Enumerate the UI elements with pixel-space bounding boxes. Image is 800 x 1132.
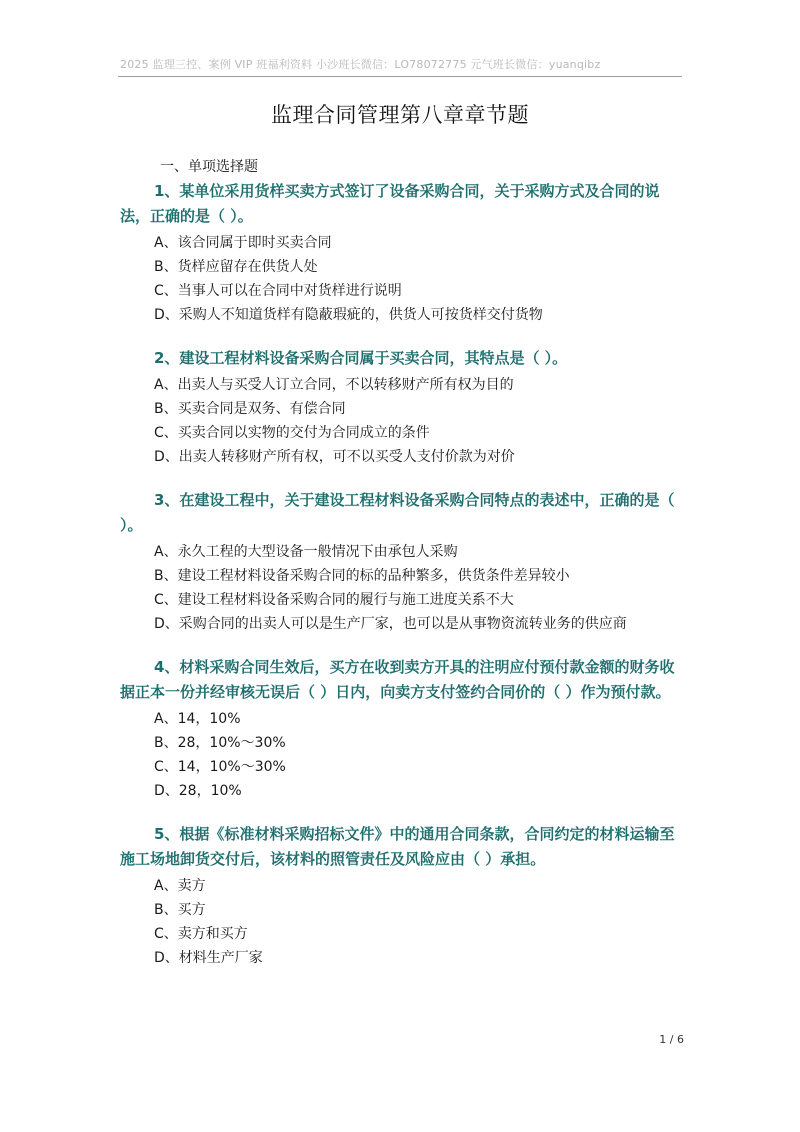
- option-c: C、建设工程材料设备采购合同的履行与施工进度关系不大: [154, 592, 514, 608]
- section-heading: 一、单项选择题: [160, 159, 258, 175]
- option-a: A、永久工程的大型设备一般情况下由承包人采购: [154, 544, 458, 560]
- option-c: C、买卖合同以实物的交付为合同成立的条件: [154, 425, 430, 441]
- question-text: 5、根据《标准材料采购招标文件》中的通用合同条款，合同约定的材料运输至施工场地卸货交付后，该材料的照管责任及风险应由（ ）承担。: [120, 825, 675, 868]
- question-text: 2、建设工程材料设备采购合同属于买卖合同，其特点是（ ）。: [154, 349, 568, 367]
- option-c: C、14，10%～30%: [154, 759, 286, 775]
- option-b: B、买卖合同是双务、有偿合同: [154, 401, 346, 417]
- option-d: D、采购人不知道货样有隐蔽瑕疵的，供货人可按货样交付货物: [154, 307, 543, 323]
- document-title: 监理合同管理第八章章节题: [271, 103, 529, 127]
- option-d: D、采购合同的出卖人可以是生产厂家，也可以是从事物资流转业务的供应商: [154, 616, 627, 632]
- option-a: A、出卖人与买受人订立合同，不以转移财产所有权为目的: [154, 377, 514, 393]
- question-5: [120, 822, 684, 970]
- page-number: 1 / 6: [659, 1033, 684, 1046]
- question-2: [120, 346, 684, 469]
- option-b: B、28，10%～30%: [154, 735, 286, 751]
- option-c: C、当事人可以在合同中对货样进行说明: [154, 283, 402, 299]
- option-d: D、材料生产厂家: [154, 950, 263, 966]
- option-a: A、14，10%: [154, 711, 241, 727]
- option-b: B、货样应留存在供货人处: [154, 259, 318, 275]
- question-1: [120, 179, 684, 327]
- option-d: D、出卖人转移财产所有权，可不以买受人支付价款为对价: [154, 449, 515, 465]
- question-3: [120, 488, 684, 636]
- question-text: 1、某单位采用货样买卖方式签订了设备采购合同，关于采购方式及合同的说法，正确的是（ ）。: [120, 182, 660, 225]
- option-c: C、卖方和买方: [154, 926, 248, 942]
- option-b: B、买方: [154, 902, 206, 918]
- page-header: 2025 监理三控、案例 VIP 班福利资料 小沙班长微信：LO78072775 元气班长微信：yuanqibz: [120, 58, 601, 71]
- header-divider: [118, 76, 682, 77]
- question-text: 3、在建设工程中，关于建设工程材料设备采购合同特点的表述中，正确的是（ ）。: [120, 491, 675, 534]
- question-4: [120, 655, 684, 803]
- option-d: D、28，10%: [154, 783, 242, 799]
- option-b: B、建设工程材料设备采购合同的标的品种繁多，供货条件差异较小: [154, 568, 570, 584]
- option-a: A、卖方: [154, 878, 206, 894]
- question-text: 4、材料采购合同生效后，买方在收到卖方开具的注明应付预付款金额的财务收据正本一份并经审核无误后（ ）日内，向卖方支付签约合同价的（ ）作为预付款。: [120, 658, 675, 701]
- document-body: [120, 156, 684, 970]
- option-a: A、该合同属于即时买卖合同: [154, 235, 332, 251]
